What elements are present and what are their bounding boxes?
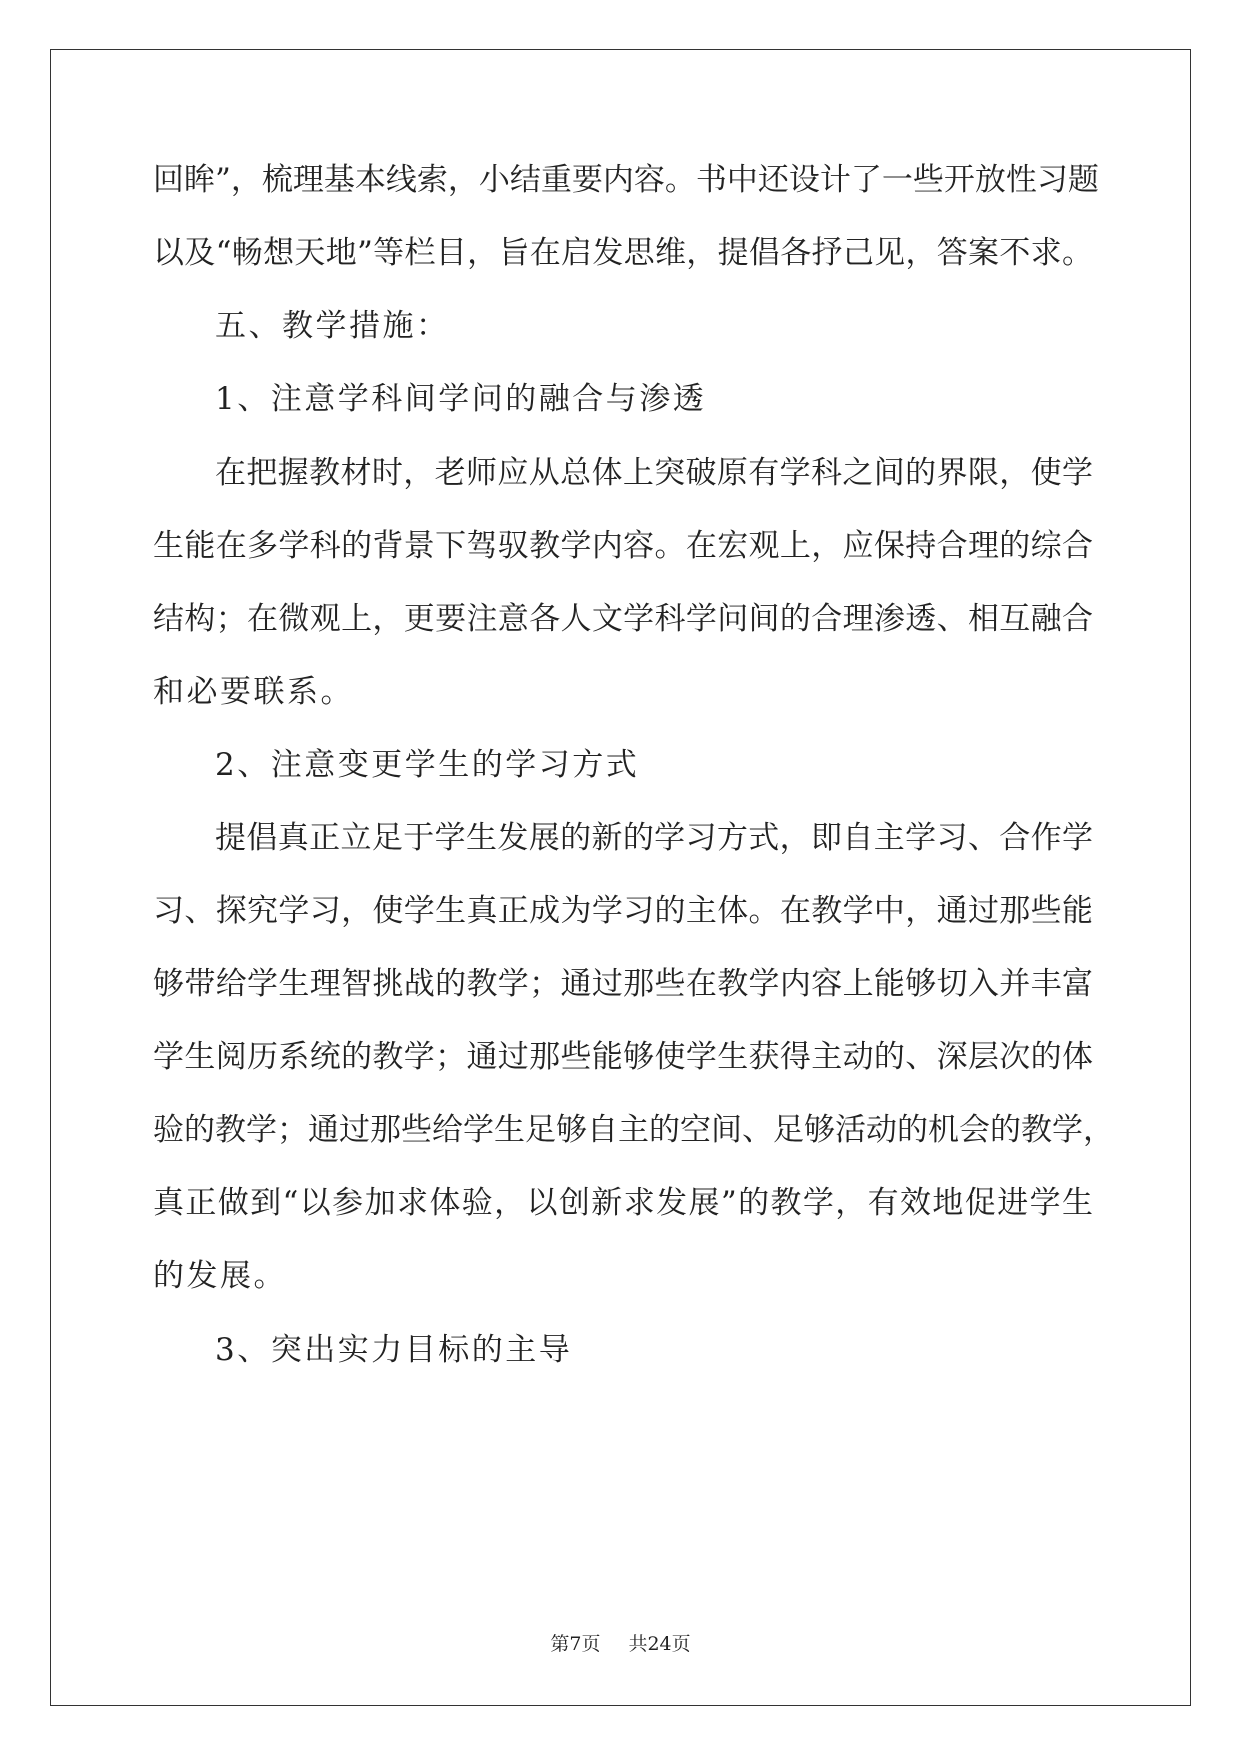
paragraph-line: 结构；在微观上，更要注意各人文学科学问间的合理渗透、相互融合 [153,601,1093,637]
paragraph-line: 在把握教材时，老师应从总体上突破原有学科之间的界限，使学 [215,455,1093,491]
paragraph-line: 学生阅历系统的教学；通过那些能够使学生获得主动的、深层次的体 [153,1039,1093,1075]
paragraph-line: 的发展。 [153,1258,287,1294]
paragraph-line: 验的教学；通过那些给学生足够自主的空间、足够活动的机会的教学， [153,1112,1114,1148]
paragraph-line: 回眸”，梳理基本线索，小结重要内容。书中还设计了一些开放性习题 [153,162,1099,198]
section-heading: 五、教学措施： [215,308,450,344]
subsection-heading: 1、注意学科间学问的融合与渗透 [215,381,707,417]
paragraph-line: 真正做到“以参加求体验，以创新求发展”的教学，有效地促进学生 [153,1185,1093,1221]
paragraph-line: 和必要联系。 [153,674,354,710]
paragraph-line: 以及“畅想天地”等栏目，旨在启发思维，提倡各抒己见，答案不求。 [153,235,1093,271]
paragraph-line: 生能在多学科的背景下驾驭教学内容。在宏观上，应保持合理的综合 [153,528,1093,564]
page-total: 共24页 [628,1633,691,1655]
subsection-heading: 3、突出实力目标的主导 [215,1332,573,1368]
page-border [50,49,1191,1706]
paragraph-line: 提倡真正立足于学生发展的新的学习方式，即自主学习、合作学 [215,820,1093,856]
page-footer [0,1632,1241,1656]
subsection-heading: 2、注意变更学生的学习方式 [215,747,640,783]
paragraph-line: 够带给学生理智挑战的教学；通过那些在教学内容上能够切入并丰富 [153,966,1093,1002]
page-number: 第7页 [550,1633,601,1655]
paragraph-line: 习、探究学习，使学生真正成为学习的主体。在教学中，通过那些能 [153,893,1093,929]
